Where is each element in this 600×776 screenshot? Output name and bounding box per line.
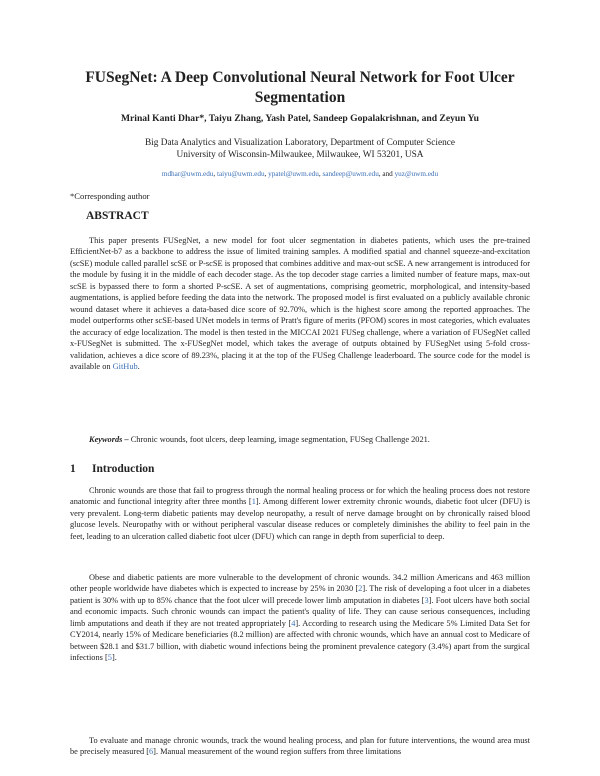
intro-p2-text-c: ]. Foot ulcers have both social and economic impacts. Such chronic wounds can impact the patient's quality of life. They can cause serious consequences, including limb amputations and death if they are not treated appropriately [ [70,595,530,628]
intro-p2-text-d: ]. According to research using the Medicare 5% Limited Data Set for CY2014, nearly 15% of Medicare beneficiaries (8.2 million) are affected with chronic wounds, which have an annual cost to Medicare of between $28.1 and $31.7 billion, with diabetic wound infections being the prominent prevalence category (3.4%) apart from the surgical infections [ [70,618,530,663]
citation-link-5[interactable]: 5 [107,653,112,663]
email-link-taiyu[interactable]: taiyu@uwm.edu [217,170,265,178]
intro-p3-text-a: To evaluate and manage chronic wounds, track the wound healing process, and plan for future interventions, the wound area must be precisely measured [ [70,736,530,757]
intro-p1-text-b: ]. Among different lower extremity chronic wounds, diabetic foot ulcer (DFU) is very prevalent. Long-term diabetic patients may develop neuropathy, a result of nerve damage brought on by chronically raised blood glucose levels. Neuropathy with or without peripheral vascular disease reduces or completely diminishes the ability to feel pain in the feet, leading to an ulceration called diabetic foot ulcer (DFU) which can range in depth from superficial to deep. [70,497,531,541]
email-and-separator: , and [378,170,395,178]
section-number: 1 [70,463,76,475]
abstract-text: This paper presents FUSegNet, a new model for foot ulcer segmentation in diabetes patients, which uses the pre-trained EfficientNet-b7 as a backbone to address the issue of limited training samples. A modified spatial and channel squeeze-and-excitation (scSE) module called parallel scSE or P-scSE is proposed that combines additive and max-out scSE. A new arrangement is introduced for the module by fusing it in the middle of each decoder stage. As the top decoder stage carries a limited number of feature maps, max-out scSE is bypassed there to form a shorted P-scSE. A set of augmentations, comprising geometric, morphological, and intensity-based augmentations, is applied before feeding the data into the network. The proposed model is first evaluated on a publicly available chronic wound dataset where it achieves a data-based dice score of 92.70%, which is the highest score among the reported approaches. The model outperforms other scSE-based UNet models in terms of Pratt's figure of merits (PFOM) scores in most categories, which evaluates the accuracy of edge localization. The model is then tested in the MICCAI 2021 FUSeg challenge, where a variation of FUSegNet called x-FUSegNet is submitted. The x-FUSegNet model, which takes the average of outputs obtained by FUSegNet using 5-fold cross-validation, achieves a dice score of 89.23%, placing it at the top of the FUSeg Challenge leaderboard. The source code for the model is available on [70,236,530,371]
email-link-mdhar[interactable]: mdhar@uwm.edu [161,170,214,178]
author-list: Mrinal Kanti Dhar*, Taiyu Zhang, Yash Patel, Sandeep Gopalakrishnan, and Zeyun Yu [120,113,479,124]
keywords-text: Chronic wounds, foot ulcers, deep learning, image segmentation, FUSeg Challenge 2021. [128,435,430,444]
email-list [40,170,560,178]
keywords-label: Keywords – [89,435,129,444]
email-separator: , [318,170,323,178]
section-title: Introduction [92,463,155,475]
intro-paragraph-1 [70,485,530,542]
github-link[interactable]: GitHub [112,361,138,371]
citation-link-2[interactable]: 2 [358,584,363,594]
intro-p3-text-b: ]. Manual measurement of the wound region suffers from three limitations [153,747,402,757]
intro-paragraph-2 [70,572,530,664]
intro-p1-text-a: Chronic wounds are those that fail to progress through the normal healing process or for which the healing process does not restore anatomic and functional integrity after three months [ [70,486,530,507]
intro-paragraph-3 [70,735,530,758]
citation-link-6[interactable]: 6 [149,747,154,757]
keywords-line [70,435,530,444]
intro-p2-text-a: Obese and diabetic patients are more vulnerable to the development of chronic wounds. 34.2 million Americans and 463 million other people worldwide have diabetes which is expected to increase by 25% in 2030 [ [70,573,530,594]
section-heading-introduction [70,463,154,475]
email-link-yuz[interactable]: yuz@uwm.edu [394,170,439,178]
affiliation-line-2: University of Wisconsin-Milwaukee, Milwaukee, WI 53201, USA [176,150,424,160]
paper-title: FUSegNet: A Deep Convolutional Neural Network for Foot Ulcer Segmentation [85,69,515,106]
citation-link-3[interactable]: 3 [424,595,429,605]
citation-link-1[interactable]: 1 [251,497,256,507]
affiliation-line-1: Big Data Analytics and Visualization Laboratory, Department of Computer Science [144,138,456,148]
abstract-paragraph [70,235,530,372]
citation-link-4[interactable]: 4 [291,618,296,628]
abstract-end: . [137,361,140,371]
email-separator: , [264,170,269,178]
intro-p2-text-b: ]. The risk of developing a foot ulcer in a diabetes patient is 30% with up to 85% chance that the foot ulcer will precede lower limb amputation in diabetes [ [70,584,530,605]
intro-p2-text-e: ]. [111,653,117,663]
abstract-heading: ABSTRACT [86,210,149,222]
email-link-sandeep[interactable]: sandeep@uwm.edu [322,170,379,178]
email-link-ypatel[interactable]: ypatel@uwm.edu [268,170,319,178]
email-separator: , [213,170,217,178]
corresponding-author-note: *Corresponding author [70,191,150,201]
